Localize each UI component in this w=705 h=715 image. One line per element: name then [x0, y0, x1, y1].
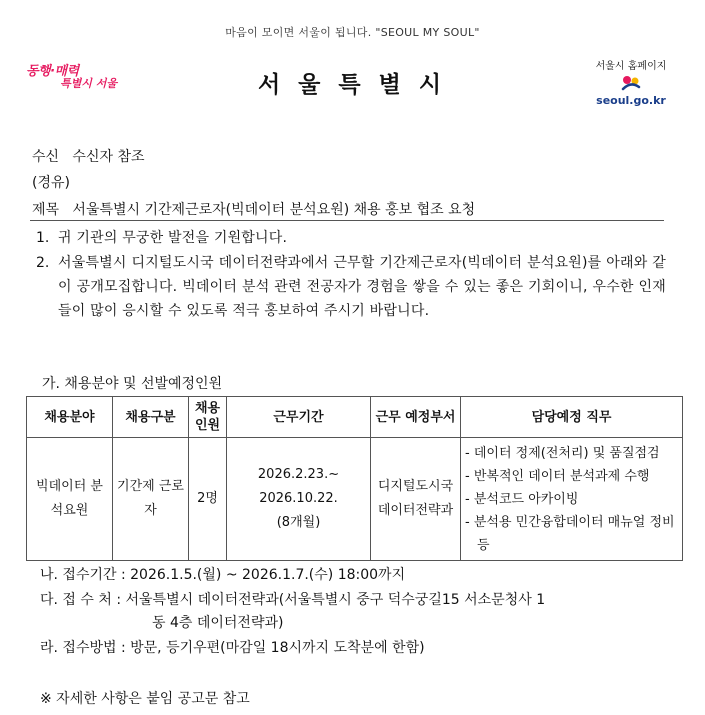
section-d: 라. 접수방법 : 방문, 등기우편(마감일 18시까지 도착분에 한함) — [40, 640, 425, 656]
org-title: 서울특별시 — [257, 72, 460, 98]
section-c-line1: 다. 접 수 처 : 서울특별시 데이터전략과(서울특별시 중구 덕수궁길15 서소문청사 1 — [40, 592, 546, 608]
header-field: 채용분야 — [27, 397, 113, 438]
duty-item: - 분석코드 아카이빙 — [465, 491, 579, 507]
via-line: (경유) — [32, 175, 70, 191]
cell-field: 빅데이터 분석요원 — [27, 438, 113, 561]
note: ※ 자세한 사항은 붙임 공고문 참고 — [40, 691, 250, 707]
header-count: 채용 인원 — [189, 397, 227, 438]
section-c-line2: 동 4층 데이터전략과) — [152, 615, 284, 631]
cell-type: 기간제 근로자 — [113, 438, 189, 561]
duty-item: - 반복적인 데이터 분석과제 수행 — [465, 468, 650, 484]
logo-text-line2: 특별시 서울 — [60, 77, 117, 90]
header-slogan: 마음이 모이면 서울이 됩니다. "SEOUL MY SOUL" — [225, 26, 480, 39]
recipient-label: 수신 — [32, 149, 60, 165]
subject-line — [32, 199, 475, 219]
recipient-line — [32, 146, 145, 166]
item-text: 귀 기관의 무궁한 발전을 기원합니다. — [58, 230, 288, 246]
section-b: 나. 접수기간 : 2026.1.5.(월) ~ 2026.1.7.(수) 18:00까지 — [40, 567, 406, 583]
header-dept: 근무 예정부서 — [371, 397, 461, 438]
body-item-1 — [36, 226, 666, 250]
item-text: 서울특별시 디지털도시국 데이터전략과에서 근무할 기간제근로자(빅데이터 분석요원)를 아래와 같이 공개모집합니다. 빅데이터 분석 관련 전공자가 경험을 쌓을 수 있는 좋은 기회이니, 우수한 인재들이 많이 응시할 수 있도록 적극 홍보하여 주시기 바랍니다. — [58, 255, 666, 319]
homepage-domain: seoul.go.kr — [596, 94, 666, 107]
seoul-emblem-icon — [620, 75, 642, 93]
period-duration: (8개월) — [276, 515, 321, 530]
divider — [30, 220, 664, 221]
period-end: 2026.10.22. — [259, 491, 338, 506]
duty-item: - 데이터 정제(전처리) 및 품질점검 — [465, 445, 660, 461]
cell-count: 2명 — [189, 438, 227, 561]
body-item-2 — [36, 251, 666, 323]
table-header-row — [27, 397, 683, 438]
subject-label: 제목 — [32, 202, 60, 218]
homepage-link[interactable] — [586, 57, 676, 109]
section-a-title: 가. 채용분야 및 선발예정인원 — [42, 376, 223, 392]
duty-item: - 분석용 민간융합데이터 매뉴얼 정비 등 — [465, 514, 675, 553]
item-number: 1. — [36, 230, 50, 246]
cell-duties — [461, 438, 683, 561]
logo-text-line1: 동행·매력 — [26, 64, 79, 79]
header-type: 채용구분 — [113, 397, 189, 438]
item-number: 2. — [36, 255, 50, 271]
subject-value: 서울특별시 기간제근로자(빅데이터 분석요원) 채용 홍보 협조 요청 — [72, 202, 476, 218]
header-duties: 담당예정 직무 — [461, 397, 683, 438]
cell-dept: 디지털도시국 데이터전략과 — [371, 438, 461, 561]
cell-period — [227, 438, 371, 561]
recruitment-table — [26, 396, 683, 561]
table-row — [27, 438, 683, 561]
homepage-label: 서울시 홈페이지 — [595, 61, 667, 72]
recipient-value: 수신자 참조 — [72, 149, 145, 165]
header-period: 근무기간 — [227, 397, 371, 438]
period-start: 2026.2.23.~ — [257, 467, 340, 482]
